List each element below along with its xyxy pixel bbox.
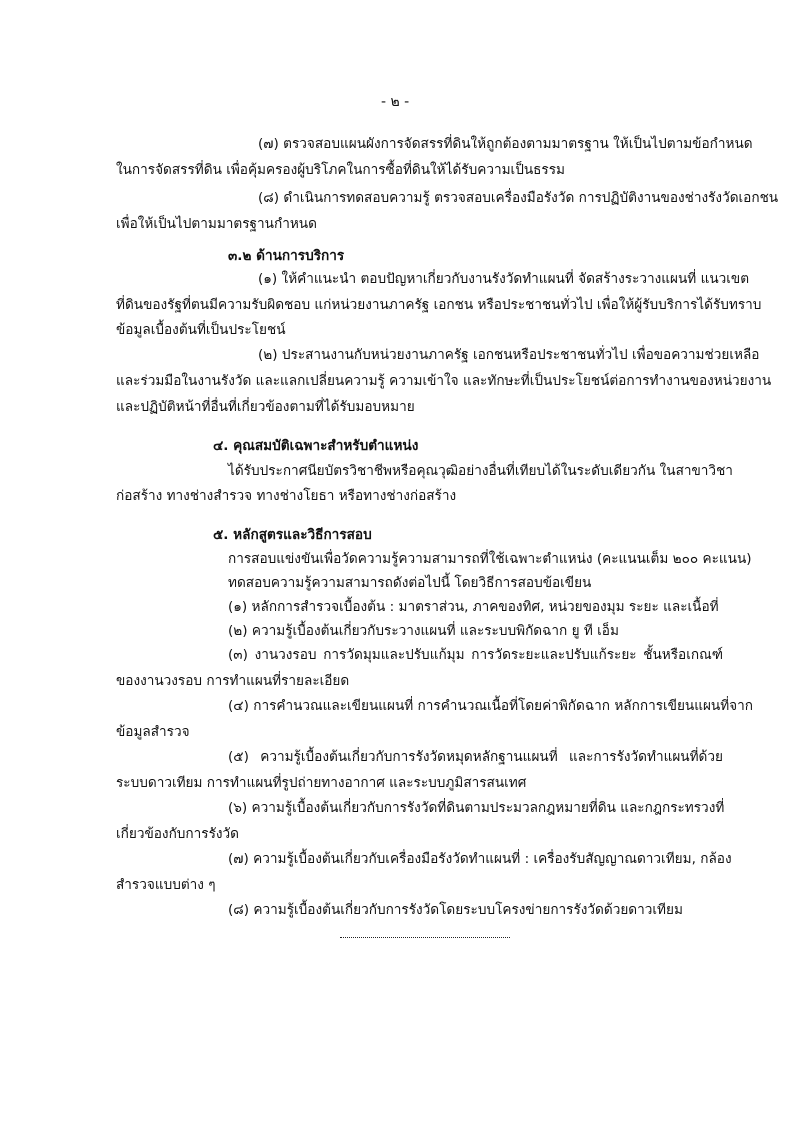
sec5-item2: (๒) ความรู้เบื้องต้นเกี่ยวกับระวางแผนที่ และระบบพิกัดฉาก ยู ที เอ็ม	[228, 623, 619, 639]
sec3-2-heading: ๓.๒ ด้านการบริการ	[228, 248, 345, 264]
sec4-line1: ได้รับประกาศนียบัตรวิชาชีพหรือคุณวุฒิอย่างอื่นที่เทียบได้ในระดับเดียวกัน ในสาขาวิชา	[228, 463, 733, 479]
sec3-2-item2-line3: และปฏิบัติหน้าที่อื่นที่เกี่ยวข้องตามที่ได้รับมอบหมาย	[116, 399, 415, 415]
sec4-line2: ก่อสร้าง ทางช่างสำรวจ ทางช่างโยธา หรือทางช่างก่อสร้าง	[116, 488, 457, 504]
sec5-item3-line2: ของงานวงรอบ การทำแผนที่รายละเอียด	[116, 673, 350, 689]
sec3-2-item2-line2: และร่วมมือในงานรังวัด และแลกเปลี่ยนความรู้ ความเข้าใจ และทักษะที่เป็นประโยชน์ต่อการทำงานของหน่วยงาน	[116, 373, 772, 389]
sec4-heading: ๔. คุณสมบัติเฉพาะสำหรับตำแหน่ง	[213, 438, 419, 454]
sec5-item7-line2: สำรวจแบบต่าง ๆ	[116, 877, 216, 893]
sec5-item7-line1: (๗) ความรู้เบื้องต้นเกี่ยวกับเครื่องมือรังวัดทำแผนที่ : เครื่องรับสัญญาณดาวเทียม, กล้อง	[228, 851, 732, 867]
sec3-2-item1-line3: ข้อมูลเบื้องต้นที่เป็นประโยชน์	[116, 322, 286, 338]
sec5-item8: (๘) ความรู้เบื้องต้นเกี่ยวกับการรังวัดโดยระบบโครงข่ายการรังวัดด้วยดาวเทียม	[228, 902, 683, 918]
sec5-item3-line1: (๓) งานวงรอบ การวัดมุมและปรับแก้มุม การวัดระยะและปรับแก้ระยะ ชั้นหรือเกณฑ์	[228, 647, 723, 663]
sec5-heading: ๕. หลักสูตรและวิธีการสอบ	[213, 527, 372, 543]
sec3-2-item2-line1: (๒) ประสานงานกับหน่วยงานภาครัฐ เอกชนหรือประชาชนทั่วไป เพื่อขอความช่วยเหลือ	[258, 347, 760, 363]
sec3-1-item8-line2: เพื่อให้เป็นไปตามมาตรฐานกำหนด	[116, 216, 317, 232]
end-dotted-line	[340, 937, 510, 938]
sec5-item1: (๑) หลักการสำรวจเบื้องต้น : มาตราส่วน, ภาคของทิศ, หน่วยของมุม ระยะ และเนื้อที่	[228, 599, 719, 615]
page-number: - ๒ -	[381, 94, 410, 110]
sec3-1-item7-line1: (๗) ตรวจสอบแผนผังการจัดสรรที่ดินให้ถูกต้องตามมาตรฐาน ให้เป็นไปตามข้อกำหนด	[258, 136, 753, 152]
sec3-2-item1-line1: (๑) ให้คำแนะนำ ตอบปัญหาเกี่ยวกับงานรังวัดทำแผนที่ จัดสร้างระวางแผนที่ แนวเขต	[258, 271, 750, 287]
sec5-item4-line1: (๔) การคำนวณและเขียนแผนที่ การคำนวณเนื้อที่โดยค่าพิกัดฉาก หลักการเขียนแผนที่จาก	[228, 698, 754, 714]
sec5-item5-line2: ระบบดาวเทียม การทำแผนที่รูปถ่ายทางอากาศ และระบบภูมิสารสนเทศ	[116, 775, 527, 791]
sec5-intro-line2: ทดสอบความรู้ความสามารถดังต่อไปนี้ โดยวิธีการสอบข้อเขียน	[228, 575, 592, 591]
sec3-1-item8-line1: (๘) ดำเนินการทดสอบความรู้ ตรวจสอบเครื่องมือรังวัด การปฏิบัติงานของช่างรังวัดเอกชน	[258, 190, 779, 206]
sec5-item6-line2: เกี่ยวข้องกับการรังวัด	[116, 826, 239, 842]
sec5-intro-line1: การสอบแข่งขันเพื่อวัดความรู้ความสามารถที่ใช้เฉพาะตำแหน่ง (คะแนนเต็ม ๒๐๐ คะแนน)	[228, 551, 752, 567]
sec5-item5-line1: (๕) ความรู้เบื้องต้นเกี่ยวกับการรังวัดหมุดหลักฐานแผนที่ และการรังวัดทำแผนที่ด้วย	[228, 749, 723, 765]
sec3-1-item7-line2: ในการจัดสรรที่ดิน เพื่อคุ้มครองผู้บริโภคในการซื้อที่ดินให้ได้รับความเป็นธรรม	[116, 162, 565, 178]
sec5-item4-line2: ข้อมูลสำรวจ	[116, 724, 190, 740]
sec5-item6-line1: (๖) ความรู้เบื้องต้นเกี่ยวกับการรังวัดที่ดินตามประมวลกฎหมายที่ดิน และกฎกระทรวงที่	[228, 800, 725, 816]
sec3-2-item1-line2: ที่ดินของรัฐที่ตนมีความรับผิดชอบ แก่หน่วยงานภาครัฐ เอกชน หรือประชาชนทั่วไป เพื่อให้ผู้รับบริการได้รับทราบ	[116, 297, 762, 313]
